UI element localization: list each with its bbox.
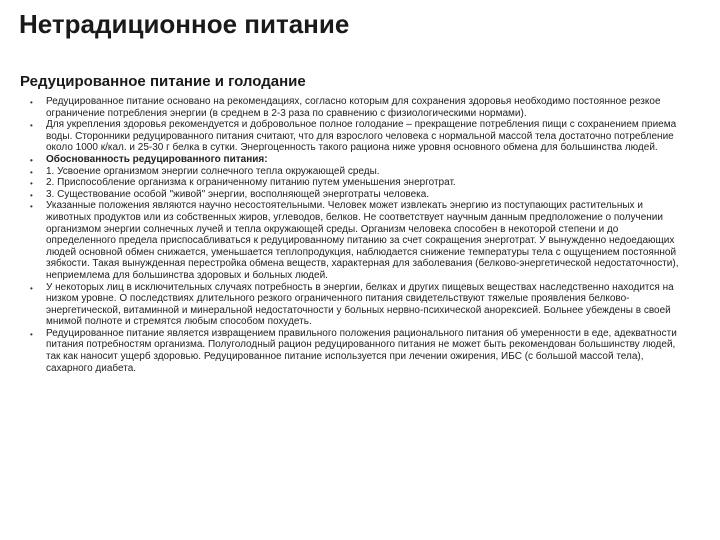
list-item: • Для укрепления здоровья рекомендуется и добровольное полное голодание – прекращение потребления пищи с сохранением приема воды. Сторонники редуцированного питания считают, что для взрослого человека с нормальной массой тела достаточно потребление около 1000 к/кал. и 25-30 г белка в сутки. Энергоценность такого рациона ниже уровня основного обмена для большинства людей.: [33, 119, 688, 154]
list-item: • 2. Приспособление организма к ограниченному питанию путем уменьшения энерготрат.: [33, 177, 688, 189]
list-item: • 1. Усвоение организмом энергии солнечного тепла окружающей среды.: [33, 166, 688, 178]
page-title: Нетрадиционное питание: [19, 9, 350, 39]
bullet-list: [33, 96, 688, 374]
list-item: • 3. Существование особой "живой" энергии, восполняющей энерготраты человека.: [33, 189, 688, 201]
list-item: • Обоснованность редуцированного питания:: [33, 154, 688, 166]
list-item: • Редуцированное питание основано на рекомендациях, согласно которым для сохранения здоровья необходимо постоянное резкое ограничение потребления энергии (в среднем в 2-3 раза по сравнению с физиологическими нормами).: [33, 96, 688, 119]
list-item: • Редуцированное питание является извращением правильного положения рационального питания об умеренности в еде, адекватности питания потребностям организма. Полуголодный рацион редуцированного питания не может быть рекомендован большинству людей, так как наносит ущерб здоровью. Редуцированное питание используется при лечении ожирения, ИБС (с большой массой тела), сахарного диабета.: [33, 328, 688, 374]
list-item: • У некоторых лиц в исключительных случаях потребность в энергии, белках и других пищевых веществах наследственно находится на низком уровне. О последствиях длительного резкого ограниченного питания свидетельствуют тяжелые проявления белково-энергетической, витаминной и минеральной недостаточности у больных нервно-психической анорексией. Больнее убеждены в своей мнимой полноте и стремятся любым способом похудеть.: [33, 282, 688, 328]
list-item: • Указанные положения являются научно несостоятельными. Человек может извлекать энергию из поступающих растительных и животных продуктов или из собственных жиров, углеводов, белков. Не соответствует научным данным предположение о получении организмом энергии солнечных лучей и тепла окружающей среды. Организм человека способен в некоторой степени и до определенного предела приспосабливаться к редуцированному питанию за счет сокращения энерготрат. У вынужденно недоедающих людей основной обмен снижается, уменьшается теплопродукция, наблюдается снижение температуры тела с ощущением постоянной зябкости. Такая вынужденная перестройка обмена веществ, характерная для заболевания (белково-энергетической недостаточности), неприемлема для большинства здоровых и больных людей.: [33, 200, 688, 281]
page-subtitle: Редуцированное питание и голодание: [20, 73, 306, 90]
